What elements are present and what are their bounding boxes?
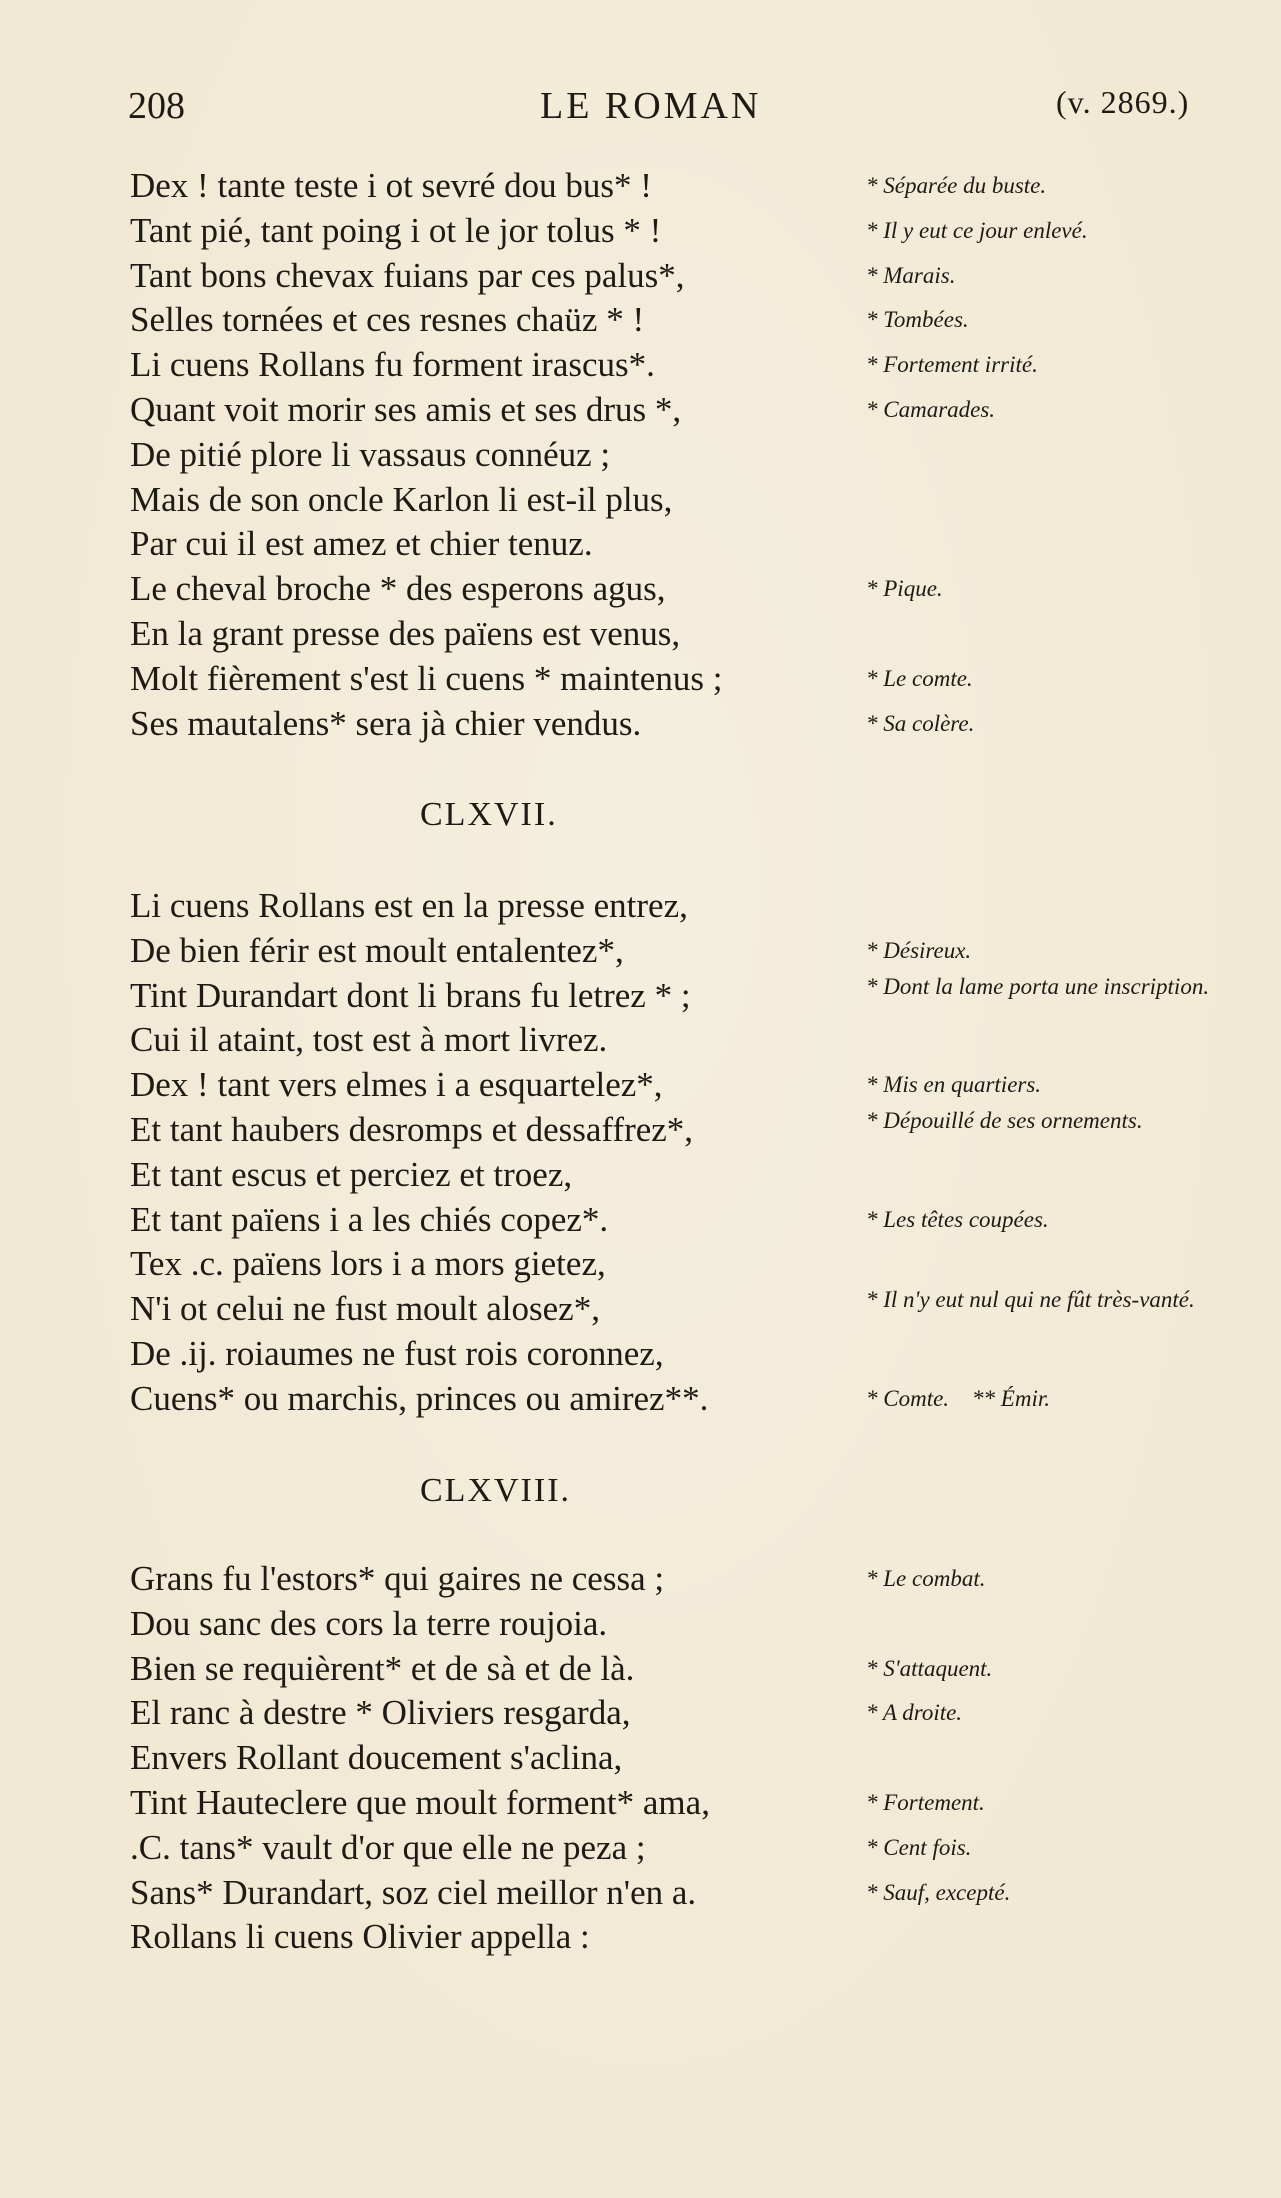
gloss-note: * Le comte. [866, 665, 973, 691]
verse-line: Dou sanc des cors la terre roujoia. [130, 1603, 608, 1643]
verse-line: Dex ! tant vers elmes i a esquartelez*, [130, 1065, 663, 1105]
verse-line: Envers Rollant doucement s'aclina, [130, 1738, 623, 1778]
gloss-note: * Pique. [866, 576, 943, 602]
gloss-note: * Fortement. [866, 1789, 985, 1815]
verse-row [0, 1332, 1281, 1377]
verse-line: Le cheval broche * des esperons agus, [130, 569, 666, 609]
verse-row [0, 1377, 1281, 1422]
gloss-note: * Cent fois. [866, 1834, 972, 1860]
gloss-note: * S'attaquent. [866, 1655, 993, 1681]
verse-line: Tant bons chevax fuians par ces palus*, [130, 255, 685, 295]
verse-row [0, 974, 1281, 1019]
verse-row [0, 388, 1281, 433]
verse-row [0, 702, 1281, 747]
verse-row [0, 1287, 1281, 1332]
gloss-note: * Il y eut ce jour enlevé. [866, 217, 1088, 243]
page-header [0, 84, 1281, 132]
gloss-note: * Tombées. [866, 307, 969, 333]
verse-row [0, 567, 1281, 612]
verse-line: Li cuens Rollans fu forment irascus*. [130, 345, 655, 385]
verse-line: En la grant presse des païens est venus, [130, 613, 681, 653]
verse-row [0, 164, 1281, 209]
verse-row [0, 1691, 1281, 1736]
verse-reference: (v. 2869.) [1056, 84, 1190, 120]
running-title: LE ROMAN [540, 85, 762, 127]
verse-row [0, 433, 1281, 478]
stanza-clxviii [0, 1557, 1281, 1960]
verse-line: Ses mautalens* sera jà chier vendus. [130, 703, 642, 743]
verse-line: Tant pié, tant poing i ot le jor tolus * ! [130, 210, 662, 250]
gloss-note: * Séparée du buste. [866, 173, 1047, 198]
verse-row [0, 522, 1281, 567]
verse-line: De .ij. roiaumes ne fust rois coronnez, [130, 1333, 664, 1373]
verse-line: Dex ! tante teste i ot sevré dou bus* ! [130, 166, 652, 205]
verse-row [0, 657, 1281, 702]
verse-row [0, 209, 1281, 254]
stanza-clxvii [0, 884, 1281, 1422]
verse-line: Tint Hauteclere que moult forment* ama, [130, 1782, 710, 1822]
verse-row [0, 1557, 1281, 1602]
verse-row [0, 1602, 1281, 1647]
gloss-note: * Fortement irrité. [866, 352, 1038, 378]
verse-row [0, 1781, 1281, 1826]
verse-line: Tint Durandart dont li brans fu letrez * ; [130, 975, 691, 1015]
gloss-note: * Marais. [866, 262, 956, 288]
verse-row [0, 298, 1281, 343]
verse-row [0, 1647, 1281, 1692]
verse-line: Selles tornées et ces resnes chaüz * ! [130, 300, 645, 340]
verse-row [0, 929, 1281, 974]
verse-line: Cuens* ou marchis, princes ou amirez**. [130, 1378, 709, 1418]
verse-line: Bien se requièrent* et de sà et de là. [130, 1648, 635, 1688]
verse-line: Et tant escus et perciez et troez, [130, 1154, 573, 1194]
verse-line: Tex .c. païens lors i a mors gietez, [130, 1244, 606, 1284]
verse-line: Quant voit morir ses amis et ses drus *, [130, 389, 682, 429]
verse-row [0, 1108, 1281, 1153]
verse-line: El ranc à destre * Oliviers resgarda, [130, 1693, 631, 1733]
verse-row [0, 612, 1281, 657]
gloss-note: * A droite. [866, 1700, 963, 1726]
verse-line: Sans* Durandart, soz ciel meillor n'en a. [130, 1872, 697, 1912]
verse-line: Et tant haubers desromps et dessaffrez*, [130, 1109, 694, 1149]
verse-row [0, 1063, 1281, 1108]
gloss-note: * Dont la lame porta une inscription. [866, 973, 1210, 999]
gloss-note: * Mis en quartiers. [866, 1072, 1042, 1098]
verse-line: Et tant païens i a les chiés copez*. [130, 1199, 609, 1239]
gloss-note: * Sa colère. [866, 710, 975, 736]
verse-line: Rollans li cuens Olivier appella : [130, 1917, 590, 1957]
stanza-heading: CLXVIII. [420, 1472, 572, 1509]
gloss-note: * Il n'y eut nul qui ne fût très-vanté. [866, 1287, 1195, 1313]
stanza-continuation [0, 164, 1281, 746]
gloss-note: * Camarades. [866, 396, 996, 422]
verse-line: Grans fu l'estors* qui gaires ne cessa ; [130, 1559, 665, 1598]
verse-row [0, 254, 1281, 299]
verse-line: Mais de son oncle Karlon li est-il plus, [130, 479, 673, 519]
gloss-note: * Désireux. [866, 937, 972, 963]
verse-line: N'i ot celui ne fust moult alosez*, [130, 1289, 600, 1329]
verse-line: De pitié plore li vassaus connéuz ; [130, 434, 611, 474]
verse-row [0, 343, 1281, 388]
verse-row [0, 1018, 1281, 1063]
verse-line: .C. tans* vault d'or que elle ne peza ; [130, 1827, 646, 1867]
verse-row [0, 1242, 1281, 1287]
stanza-heading: CLXVII. [420, 796, 558, 833]
verse-row [0, 884, 1281, 929]
verse-line: Li cuens Rollans est en la presse entrez, [130, 886, 688, 925]
gloss-note: * Dépouillé de ses ornements. [866, 1107, 1143, 1133]
verse-row [0, 1153, 1281, 1198]
verse-line: De bien férir est moult entalentez*, [130, 930, 624, 970]
verse-row [0, 478, 1281, 523]
gloss-note: * Comte. ** Émir. [866, 1385, 1050, 1411]
verse-row [0, 1871, 1281, 1916]
verse-row [0, 1736, 1281, 1781]
gloss-note: * Les têtes coupées. [866, 1206, 1049, 1232]
page-number: 208 [128, 85, 185, 127]
verse-line: Par cui il est amez et chier tenuz. [130, 524, 593, 564]
verse-row [0, 1915, 1281, 1960]
gloss-note: * Le combat. [866, 1566, 986, 1591]
verse-line: Molt fièrement s'est li cuens * maintenus ; [130, 658, 723, 698]
verse-row [0, 1826, 1281, 1871]
verse-line: Cui il ataint, tost est à mort livrez. [130, 1020, 608, 1060]
gloss-note: * Sauf, excepté. [866, 1879, 1011, 1905]
verse-row [0, 1198, 1281, 1243]
